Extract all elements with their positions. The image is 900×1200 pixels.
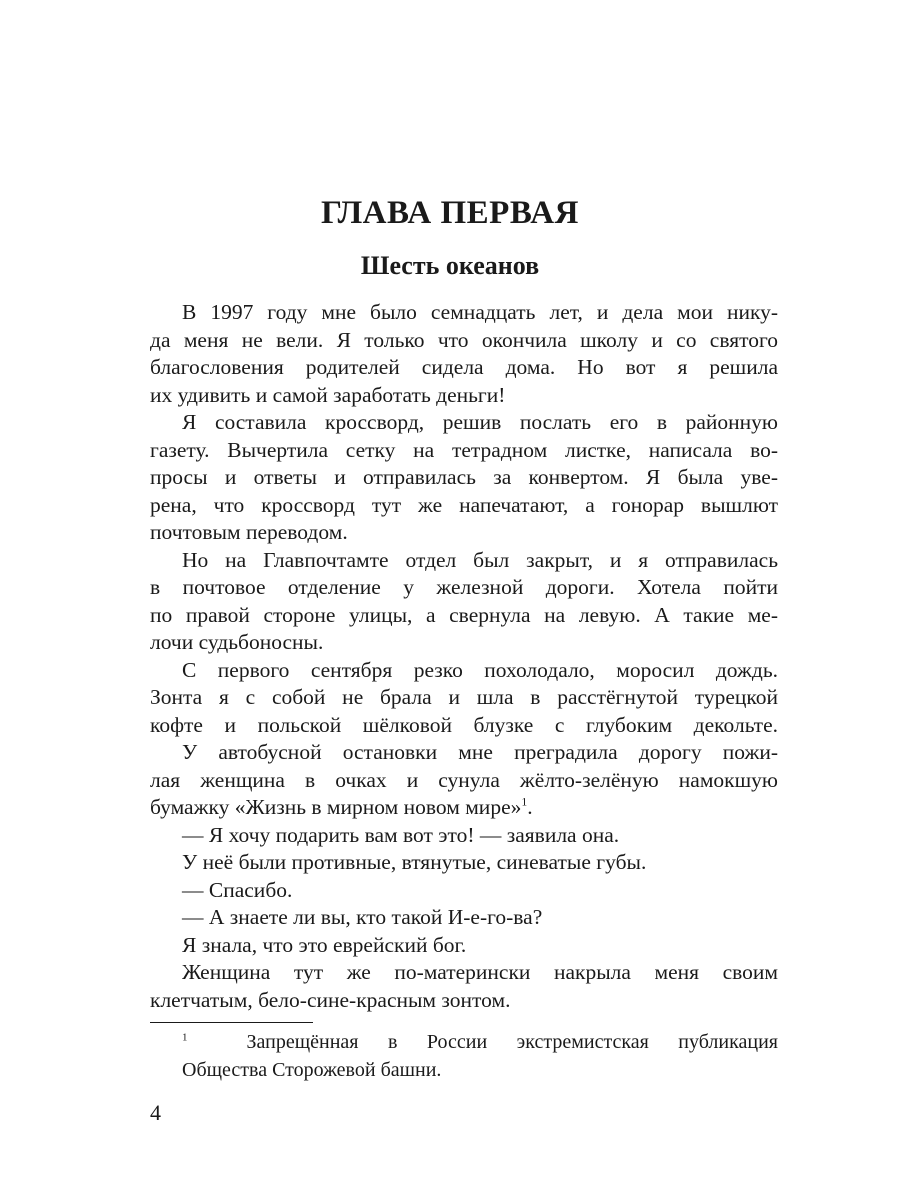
body-line bbox=[150, 684, 778, 710]
footnote-line bbox=[182, 1030, 778, 1054]
body-line bbox=[182, 409, 778, 435]
body-line-text: кофте и польской шёлковой блузке с глубоким декольте. bbox=[150, 712, 778, 737]
body-line-text: благословения родителей сидела дома. Но вот я решила bbox=[150, 355, 778, 379]
body-line bbox=[150, 354, 778, 380]
body-line bbox=[150, 987, 778, 1013]
body-line-text: да меня не вели. Я только что окончила школу и со святого bbox=[150, 327, 778, 352]
body-line bbox=[150, 574, 778, 600]
body-line bbox=[150, 492, 778, 518]
body-line-text: Зонта я с собой не брала и шла в расстёгнутой турецкой bbox=[150, 685, 778, 709]
body-line-text: У автобусной остановки мне преградила дорогу пожи- bbox=[182, 740, 778, 764]
body-line bbox=[150, 327, 778, 353]
footnote-reference[interactable]: 1 bbox=[521, 794, 528, 809]
body-line-text: У неё были противные, втянутые, синеватые губы. bbox=[182, 850, 647, 874]
body-line bbox=[150, 767, 778, 793]
body-line-text: по правой стороне улицы, а свернула на левую. А такие ме- bbox=[150, 602, 778, 627]
body-line bbox=[182, 877, 778, 903]
body-line-text: в почтовое отделение у железной дороги. Хотела пойти bbox=[150, 575, 778, 599]
body-line-text: В 1997 году мне было семнадцать лет, и дела мои нику- bbox=[182, 300, 778, 324]
page-number: 4 bbox=[150, 1100, 161, 1125]
footnote-line: Общества Сторожевой башни. bbox=[182, 1059, 442, 1081]
footnote-text: Запрещённая в России экстремистская публикация bbox=[246, 1031, 779, 1053]
body-line bbox=[182, 547, 778, 573]
chapter-subtitle: Шесть океанов bbox=[360, 251, 540, 280]
footnote-separator bbox=[150, 1022, 313, 1023]
body-line bbox=[182, 657, 778, 683]
body-line-text: почтовым переводом. bbox=[150, 520, 348, 544]
body-line bbox=[182, 822, 778, 848]
body-line bbox=[182, 299, 778, 325]
body-line bbox=[150, 519, 778, 545]
body-line-text: просы и ответы и отправилась за конвертом. Я была уве- bbox=[150, 465, 778, 489]
body-line bbox=[150, 437, 778, 463]
body-line-text: рена, что кроссворд тут же напечатают, а гонорар вышлют bbox=[150, 492, 778, 517]
footnote-marker: 1 bbox=[182, 1031, 188, 1044]
body-line-text: лочи судьбоносны. bbox=[150, 630, 324, 654]
body-line bbox=[182, 849, 778, 875]
body-line bbox=[182, 904, 778, 930]
body-line-text: — Спасибо. bbox=[182, 877, 293, 902]
body-line bbox=[150, 629, 778, 655]
body-line bbox=[182, 959, 778, 985]
body-line-text: — А знаете ли вы, кто такой И-е-го-ва? bbox=[182, 905, 543, 929]
chapter-title: ГЛАВА ПЕРВАЯ bbox=[321, 195, 579, 231]
body-line-text: лая женщина в очках и сунула жёлто-зелёную намокшую bbox=[150, 767, 778, 792]
body-line bbox=[150, 794, 778, 820]
body-line-text: Я знала, что это еврейский бог. bbox=[182, 932, 467, 957]
body-line-text: — Я хочу подарить вам вот это! — заявила она. bbox=[182, 822, 620, 847]
body-line bbox=[182, 932, 778, 958]
body-line-text: Я составила кроссворд, решив послать его в районную bbox=[182, 410, 778, 434]
body-line-text: Женщина тут же по-матерински накрыла меня своим bbox=[182, 960, 778, 984]
body-line bbox=[182, 739, 778, 765]
body-line-text: клетчатым, бело-сине-красным зонтом. bbox=[150, 987, 511, 1012]
body-line-text: их удивить и самой заработать деньги! bbox=[150, 382, 506, 407]
body-line bbox=[150, 602, 778, 628]
body-line-text: Но на Главпочтамте отдел был закрыт, и я отправилась bbox=[182, 547, 778, 572]
body-line-text: газету. Вычертила сетку на тетрадном листке, написала во- bbox=[150, 437, 778, 462]
body-line bbox=[150, 464, 778, 490]
body-line bbox=[150, 712, 778, 738]
body-line bbox=[150, 382, 778, 408]
punctuation: . bbox=[527, 795, 533, 819]
body-line-text: бумажку «Жизнь в мирном новом мире» bbox=[150, 795, 522, 819]
body-line-text: С первого сентября резко похолодало, моросил дождь. bbox=[182, 657, 778, 682]
